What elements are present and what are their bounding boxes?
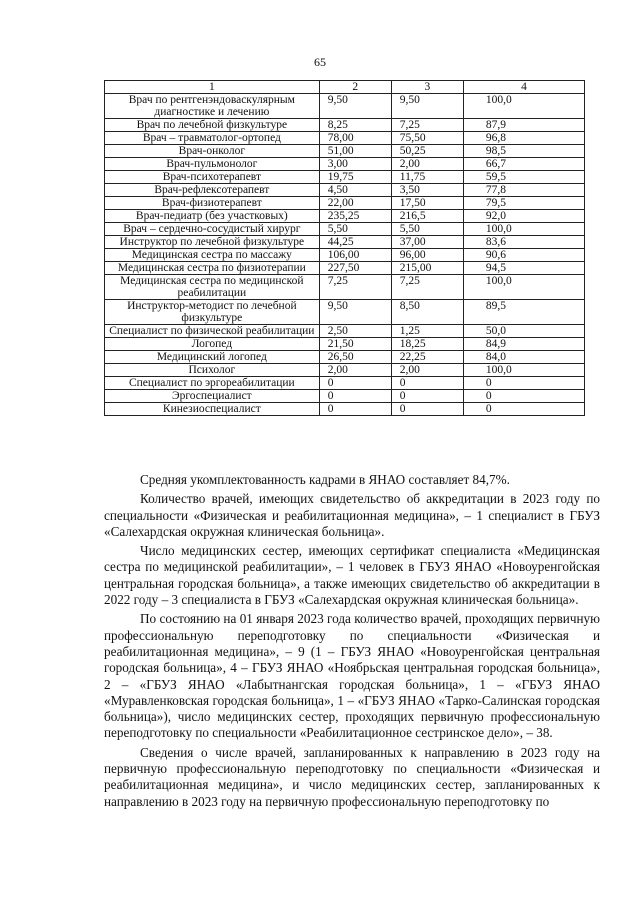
positions-occupied-cell: 7,25: [391, 119, 463, 132]
positions-staffed-cell: 235,25: [319, 210, 391, 223]
page-number: 65: [314, 55, 326, 69]
table-row: [105, 171, 585, 184]
positions-occupied-cell: 216,5: [391, 210, 463, 223]
table-row: [105, 94, 585, 119]
positions-staffed-cell: 9,50: [319, 300, 391, 325]
positions-occupied-cell: 3,50: [391, 184, 463, 197]
positions-occupied-cell: 7,25: [391, 275, 463, 300]
positions-staffed-cell: 0: [319, 390, 391, 403]
positions-occupied-cell: 2,00: [391, 364, 463, 377]
specialty-cell: Врач-онколог: [105, 145, 320, 158]
positions-occupied-cell: 75,50: [391, 132, 463, 145]
table-row: [105, 364, 585, 377]
staffing-percent-cell: 100,0: [463, 275, 584, 300]
positions-staffed-cell: 26,50: [319, 351, 391, 364]
positions-staffed-cell: 0: [319, 403, 391, 416]
positions-occupied-cell: 0: [391, 403, 463, 416]
table-row: [105, 236, 585, 249]
table-header-cell: 1: [105, 81, 320, 94]
positions-staffed-cell: 106,00: [319, 249, 391, 262]
staffing-percent-cell: 0: [463, 390, 584, 403]
positions-staffed-cell: 4,50: [319, 184, 391, 197]
specialty-cell: Кинезиоспециалист: [105, 403, 320, 416]
positions-staffed-cell: 0: [319, 377, 391, 390]
specialty-cell: Врач – сердечно-сосудистый хирург: [105, 223, 320, 236]
table-header-cell: 4: [463, 81, 584, 94]
staffing-percent-cell: 79,5: [463, 197, 584, 210]
positions-occupied-cell: 18,25: [391, 338, 463, 351]
table-row: [105, 300, 585, 325]
positions-occupied-cell: 22,25: [391, 351, 463, 364]
staffing-percent-cell: 83,6: [463, 236, 584, 249]
positions-occupied-cell: 5,50: [391, 223, 463, 236]
staffing-percent-cell: 94,5: [463, 262, 584, 275]
positions-occupied-cell: 17,50: [391, 197, 463, 210]
staffing-percent-cell: 0: [463, 403, 584, 416]
paragraph: Количество врачей, имеющих свидетельство об аккредитации в 2023 году по специальности «Физическая и реабилитационная медицина», – 1 специалист в ГБУЗ «Салехардская окружная клиническая больница».: [104, 491, 600, 539]
staffing-table-body: [105, 81, 585, 416]
specialty-cell: Логопед: [105, 338, 320, 351]
table-row: [105, 145, 585, 158]
staffing-percent-cell: 66,7: [463, 158, 584, 171]
positions-staffed-cell: 19,75: [319, 171, 391, 184]
table-row: [105, 403, 585, 416]
positions-staffed-cell: 44,25: [319, 236, 391, 249]
staffing-percent-cell: 96,8: [463, 132, 584, 145]
specialty-cell: Врач – травматолог-ортопед: [105, 132, 320, 145]
staffing-percent-cell: 84,0: [463, 351, 584, 364]
table-row: [105, 210, 585, 223]
positions-staffed-cell: 9,50: [319, 94, 391, 119]
specialty-cell: Специалист по физической реабилитации: [105, 325, 320, 338]
positions-staffed-cell: 21,50: [319, 338, 391, 351]
table-header-cell: 3: [391, 81, 463, 94]
positions-occupied-cell: 1,25: [391, 325, 463, 338]
staffing-percent-cell: 90,6: [463, 249, 584, 262]
staffing-percent-cell: 59,5: [463, 171, 584, 184]
positions-occupied-cell: 37,00: [391, 236, 463, 249]
table-row: [105, 223, 585, 236]
specialty-cell: Врач-пульмонолог: [105, 158, 320, 171]
specialty-cell: Медицинская сестра по физиотерапии: [105, 262, 320, 275]
table-header-row: [105, 81, 585, 94]
specialty-cell: Врач-физиотерапевт: [105, 197, 320, 210]
positions-occupied-cell: 0: [391, 377, 463, 390]
table-row: [105, 119, 585, 132]
positions-staffed-cell: 8,25: [319, 119, 391, 132]
specialty-cell: Инструктор по лечебной физкультуре: [105, 236, 320, 249]
positions-occupied-cell: 50,25: [391, 145, 463, 158]
positions-staffed-cell: 7,25: [319, 275, 391, 300]
table-row: [105, 351, 585, 364]
specialty-cell: Специалист по эргореабилитации: [105, 377, 320, 390]
positions-staffed-cell: 3,00: [319, 158, 391, 171]
positions-occupied-cell: 96,00: [391, 249, 463, 262]
staffing-percent-cell: 87,9: [463, 119, 584, 132]
positions-staffed-cell: 22,00: [319, 197, 391, 210]
specialty-cell: Медицинский логопед: [105, 351, 320, 364]
positions-occupied-cell: 2,00: [391, 158, 463, 171]
specialty-cell: Медицинская сестра по медицинской реабилитации: [105, 275, 320, 300]
positions-occupied-cell: 9,50: [391, 94, 463, 119]
positions-occupied-cell: 215,00: [391, 262, 463, 275]
table-row: [105, 158, 585, 171]
table-row: [105, 390, 585, 403]
table-row: [105, 338, 585, 351]
positions-staffed-cell: 5,50: [319, 223, 391, 236]
staffing-percent-cell: 100,0: [463, 364, 584, 377]
staffing-percent-cell: 0: [463, 377, 584, 390]
table-row: [105, 197, 585, 210]
staffing-percent-cell: 98,5: [463, 145, 584, 158]
paragraph: Средняя укомплектованность кадрами в ЯНАО составляет 84,7%.: [140, 472, 510, 487]
body-text: [104, 472, 600, 813]
staffing-table: [104, 80, 585, 416]
positions-staffed-cell: 2,00: [319, 364, 391, 377]
table-row: [105, 275, 585, 300]
table-row: [105, 249, 585, 262]
table-row: [105, 325, 585, 338]
table-header-cell: 2: [319, 81, 391, 94]
specialty-cell: Инструктор-методист по лечебной физкультуре: [105, 300, 320, 325]
positions-staffed-cell: 78,00: [319, 132, 391, 145]
positions-staffed-cell: 227,50: [319, 262, 391, 275]
positions-staffed-cell: 51,00: [319, 145, 391, 158]
positions-occupied-cell: 11,75: [391, 171, 463, 184]
paragraph: По состоянию на 01 января 2023 года количество врачей, проходящих первичную профессиональную переподготовку по специальности «Физическая и реабилитационная медицина», – 9 (1 – ГБУЗ ЯНАО «Новоуренгойская центральная городская больница», 4 – ГБУЗ ЯНАО «Ноябрьская центральная городская больница», 2 – «ГБУЗ ЯНАО «Лабытнангская городская больница», 1 – «ГБУЗ ЯНАО «Муравленковская городская больница», 1 – «ГБУЗ ЯНАО «Тарко-Салинская городская больница»), число медицинских сестер, проходящих первичную профессиональную переподготовку по специальности «Реабилитационное сестринское дело», – 38.: [104, 611, 600, 741]
positions-occupied-cell: 0: [391, 390, 463, 403]
staffing-percent-cell: 100,0: [463, 94, 584, 119]
table-row: [105, 262, 585, 275]
staffing-percent-cell: 89,5: [463, 300, 584, 325]
staffing-percent-cell: 84,9: [463, 338, 584, 351]
specialty-cell: Врач по лечебной физкультуре: [105, 119, 320, 132]
specialty-cell: Врач-психотерапевт: [105, 171, 320, 184]
table-row: [105, 377, 585, 390]
paragraph: Сведения о числе врачей, запланированных к направлению в 2023 году на первичную профессиональную переподготовку по специальности «Физическая и реабилитационная медицина», и число медицинских сестер, запланированных к направлению в 2023 году на первичную профессиональную переподготовку по: [104, 744, 600, 809]
specialty-cell: Эргоспециалист: [105, 390, 320, 403]
specialty-cell: Врач по рентгенэндоваскулярным диагностике и лечению: [105, 94, 320, 119]
positions-occupied-cell: 8,50: [391, 300, 463, 325]
staffing-percent-cell: 77,8: [463, 184, 584, 197]
specialty-cell: Медицинская сестра по массажу: [105, 249, 320, 262]
specialty-cell: Врач-рефлексотерапевт: [105, 184, 320, 197]
specialty-cell: Врач-педиатр (без участковых): [105, 210, 320, 223]
specialty-cell: Психолог: [105, 364, 320, 377]
table-row: [105, 184, 585, 197]
table-row: [105, 132, 585, 145]
paragraph: Число медицинских сестер, имеющих сертификат специалиста «Медицинская сестра по медицинской реабилитации», – 1 человек в ГБУЗ ЯНАО «Новоуренгойская центральная городская больница», а также имеющих свидетельство об аккредитации в 2022 году – 3 специалиста в ГБУЗ «Салехардская окружная клиническая больница».: [104, 543, 600, 608]
staffing-percent-cell: 92,0: [463, 210, 584, 223]
staffing-percent-cell: 50,0: [463, 325, 584, 338]
positions-staffed-cell: 2,50: [319, 325, 391, 338]
staffing-percent-cell: 100,0: [463, 223, 584, 236]
